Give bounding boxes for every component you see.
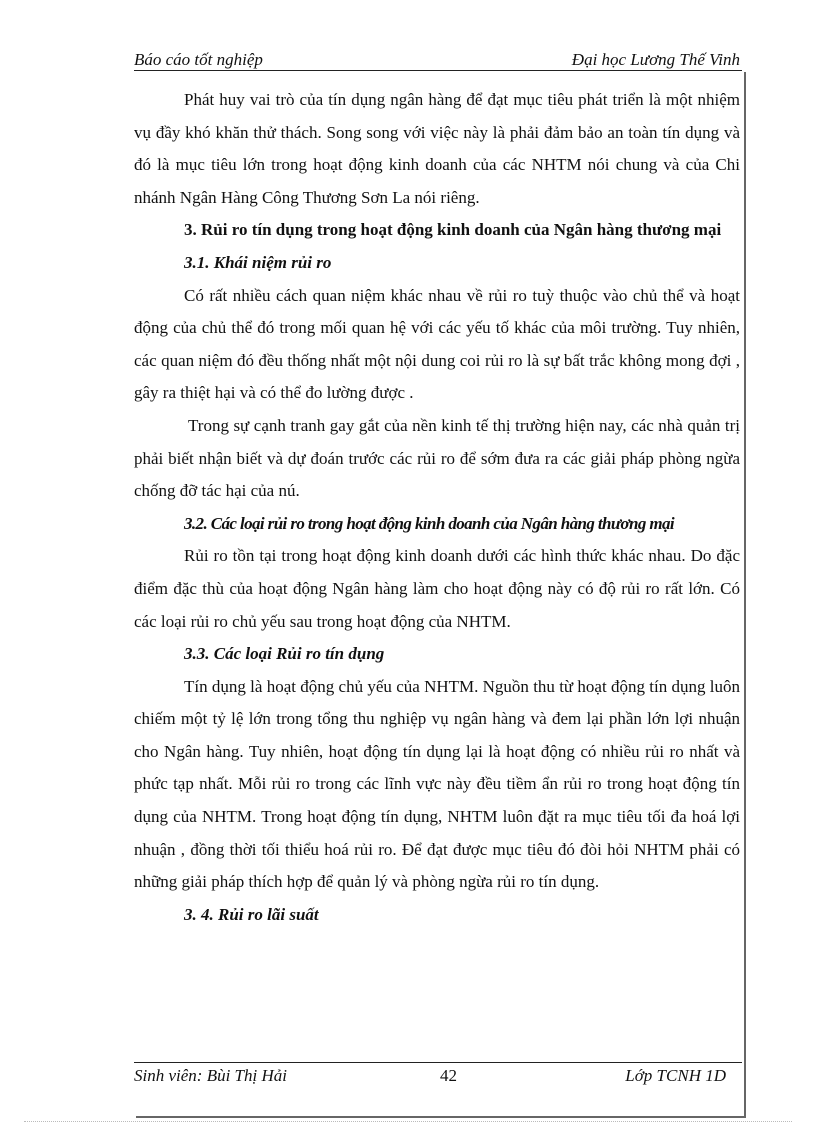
- paragraph-3-2: Rủi ro tồn tại trong hoạt động kinh doanh dưới các hình thức khác nhau. Do đặc điểm đặc thù của hoạt động Ngân hàng làm cho hoạt động này có độ rủi ro rất lớn. Có các loại rủi ro chủ yếu sau trong hoạt động của NHTM.: [134, 546, 740, 631]
- section-heading-3-2: 3.2. Các loại rủi ro trong hoạt động kinh doanh của Ngân hàng thương mại: [184, 513, 675, 533]
- paragraph-3-1-a: Có rất nhiều cách quan niệm khác nhau về rủi ro tuỳ thuộc vào chủ thể và hoạt động của chủ thể đó trong mối quan hệ với các yếu tố khác của môi trường. Tuy nhiên, các quan niệm đó đều thống nhất một nội dung coi rủi ro là sự bất trắc không mong đợi , gây ra thiệt hại và có thể đo lường được .: [134, 285, 740, 403]
- paragraph-3-3: Tín dụng là hoạt động chủ yếu của NHTM. Nguồn thu từ hoạt động tín dụng luôn chiếm một tỷ lệ lớn trong tổng thu nghiệp vụ ngân hàng và đem lại phần lớn lợi nhuận cho Ngân hàng. Tuy nhiên, hoạt động tín dụng lại là hoạt động có nhiều rủi ro nhất và phức tạp nhất. Mỗi rủi ro trong các lĩnh vực này đều tiềm ẩn rủi ro trong hoạt động tín dụng của NHTM. Trong hoạt động tín dụng, NHTM luôn đặt ra mục tiêu tối đa hoá lợi nhuận , đồng thời tối thiểu hoá rủi ro. Để đạt được mục tiêu đó đòi hỏi NHTM phải có những giải pháp thích hợp để quản lý và phòng ngừa rủi ro tín dụng.: [134, 676, 740, 892]
- header-report-title: Báo cáo tốt nghiệp: [134, 50, 263, 69]
- section-heading-3: 3. Rủi ro tín dụng trong hoạt động kinh doanh của Ngân hàng thương mại: [184, 220, 722, 240]
- footer-rule: [134, 1062, 742, 1063]
- page-footer: [134, 1066, 740, 1090]
- page-border-bottom: [136, 1116, 746, 1118]
- section-heading-3-3: 3.3. Các loại Rủi ro tín dụng: [184, 644, 385, 664]
- page-header: [134, 48, 740, 70]
- paragraph-intro: Phát huy vai trò của tín dụng ngân hàng để đạt mục tiêu phát triển là một nhiệm vụ đầy khó khăn thử thách. Song song với việc này là phải đảm bảo an toàn tín dụng và đó là mục tiêu lớn trong hoạt động kinh doanh của các NHTM nói chung và của Chi nhánh Ngân Hàng Công Thương Sơn La nói riêng.: [134, 90, 740, 207]
- section-heading-3-1: 3.1. Khái niệm rủi ro: [184, 252, 332, 272]
- footer-student-name: Sinh viên: Bùi Thị Hải: [134, 1066, 287, 1085]
- paragraph-3-1-b: Trong sự cạnh tranh gay gắt của nền kinh tế thị trường hiện nay, các nhà quản trị phải biết nhận biết và dự đoán trước các rủi ro để sớm đưa ra các giải pháp phòng ngừa chống đỡ tác hại của nú.: [134, 415, 740, 501]
- page-border-right: [744, 72, 746, 1117]
- document-body: [134, 84, 740, 931]
- header-rule: [134, 70, 742, 71]
- header-university: Đại học Lương Thế Vinh: [571, 50, 740, 69]
- section-heading-3-4: 3. 4. Rủi ro lãi suất: [184, 904, 319, 924]
- footer-class-name: Lớp TCNH 1D: [625, 1066, 726, 1085]
- page-number: 42: [440, 1066, 457, 1085]
- page-edge-dotted: [24, 1121, 792, 1122]
